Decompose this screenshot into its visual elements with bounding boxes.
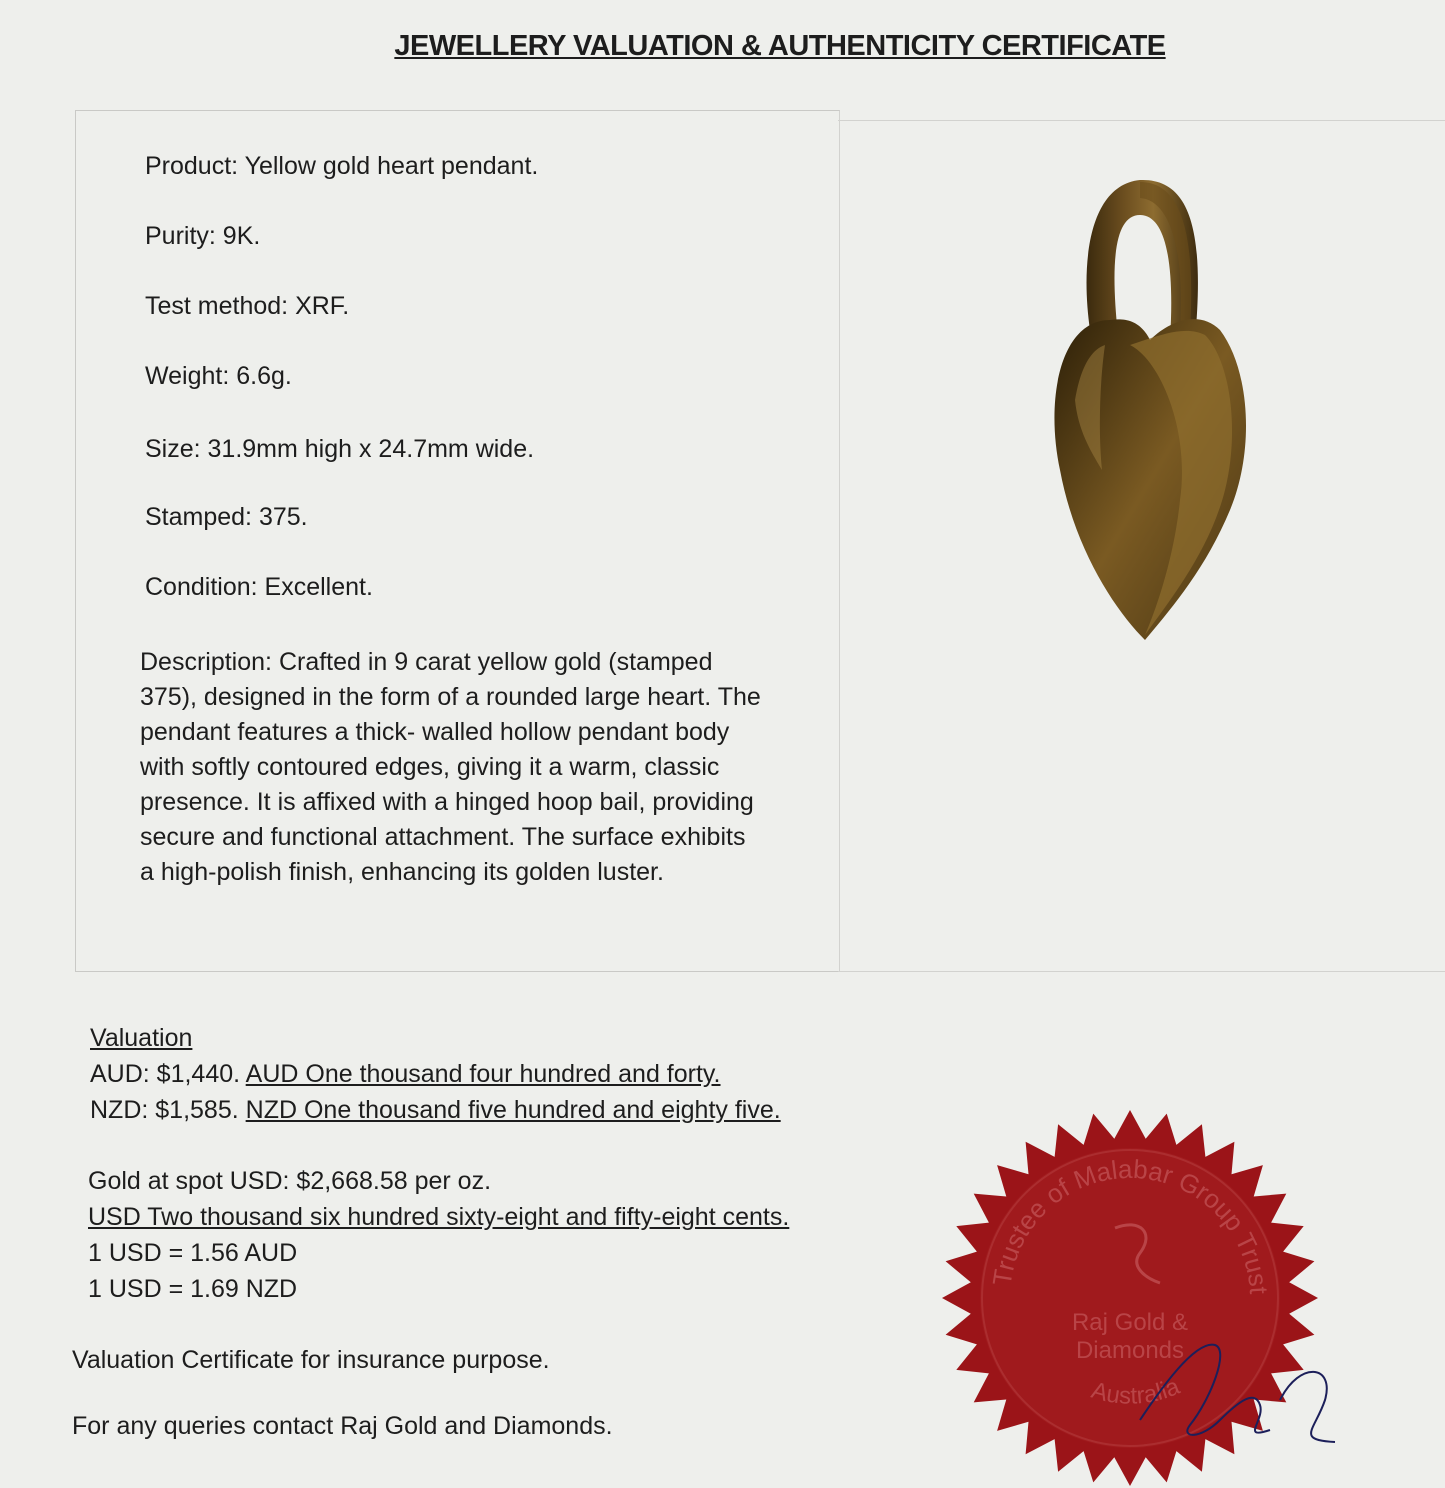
seal-ring-text: Trustee of Malabar Group Trust bbox=[986, 1153, 1274, 1295]
nzd-valuation-row bbox=[90, 1092, 781, 1128]
aud-valuation-row bbox=[90, 1056, 781, 1092]
description-line: pendant features a thick- walled hollow pendant body bbox=[140, 718, 730, 746]
description-line: presence. It is affixed with a hinged hoop bail, providing bbox=[140, 788, 754, 816]
field-product: Product: Yellow gold heart pendant. bbox=[145, 152, 539, 180]
heart-pendant-image bbox=[1030, 170, 1270, 650]
valuation-section bbox=[90, 1020, 781, 1128]
description-line: secure and functional attachment. The surface exhibits bbox=[140, 823, 746, 851]
nzd-value: NZD: $1,585. bbox=[90, 1096, 239, 1124]
field-purity: Purity: 9K. bbox=[145, 222, 261, 250]
description-line: Description: Crafted in 9 carat yellow gold (stamped bbox=[140, 648, 713, 676]
nzd-words: NZD One thousand five hundred and eighty five. bbox=[245, 1096, 781, 1124]
field-stamped: Stamped: 375. bbox=[145, 503, 308, 531]
seal-center-text-1: Raj Gold & bbox=[1071, 1309, 1189, 1336]
description-line: a high-polish finish, enhancing its golden luster. bbox=[140, 858, 664, 886]
contact-note: For any queries contact Raj Gold and Diamonds. bbox=[72, 1412, 613, 1440]
description bbox=[140, 645, 840, 890]
valuation-heading: Valuation bbox=[90, 1024, 193, 1052]
aud-value: AUD: $1,440. bbox=[90, 1060, 241, 1088]
gold-spot-section bbox=[88, 1163, 789, 1307]
seal-bottom-text: Australia bbox=[1088, 1372, 1184, 1410]
rate-nzd: 1 USD = 1.69 NZD bbox=[88, 1275, 298, 1303]
description-line: 375), designed in the form of a rounded large heart. The bbox=[140, 683, 761, 711]
gold-spot-words: USD Two thousand six hundred sixty-eight and fifty-eight cents. bbox=[88, 1203, 790, 1231]
field-weight: Weight: 6.6g. bbox=[145, 362, 292, 390]
seal-center-text-2: Diamonds bbox=[1075, 1337, 1185, 1364]
gold-spot-price: Gold at spot USD: $2,668.58 per oz. bbox=[88, 1167, 492, 1195]
field-size: Size: 31.9mm high x 24.7mm wide. bbox=[145, 435, 535, 463]
insurance-note: Valuation Certificate for insurance purpose. bbox=[72, 1346, 550, 1374]
aud-words: AUD One thousand four hundred and forty. bbox=[245, 1060, 721, 1088]
signature bbox=[1120, 1330, 1350, 1445]
rate-aud: 1 USD = 1.56 AUD bbox=[88, 1239, 298, 1267]
field-condition: Condition: Excellent. bbox=[145, 573, 373, 601]
field-test-method: Test method: XRF. bbox=[145, 292, 350, 320]
certificate-title: JEWELLERY VALUATION & AUTHENTICITY CERTIFICATE bbox=[394, 30, 1166, 62]
description-line: with softly contoured edges, giving it a warm, classic bbox=[140, 753, 720, 781]
